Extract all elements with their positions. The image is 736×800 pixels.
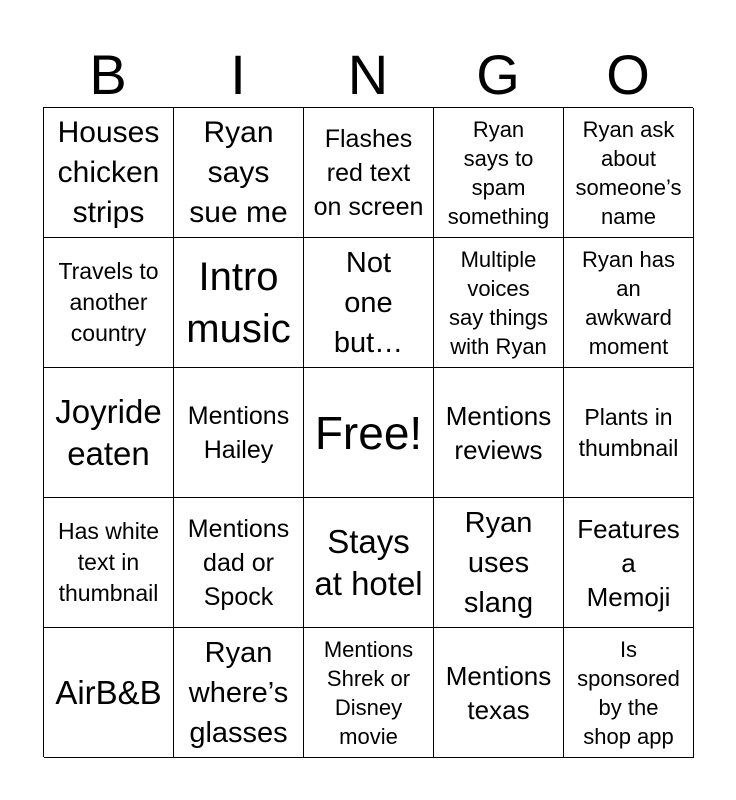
cell-text: Not one but… xyxy=(333,246,404,359)
bingo-cell[interactable] xyxy=(564,238,694,368)
header-letter-b: B xyxy=(89,43,127,106)
bingo-cell[interactable] xyxy=(44,498,174,628)
cell-text: Mentions Shrek or Disney movie xyxy=(323,636,414,749)
bingo-cell[interactable] xyxy=(304,238,434,368)
bingo-cell[interactable] xyxy=(434,368,564,498)
cell-text: Ryan has an awkward moment xyxy=(582,246,675,359)
bingo-cell[interactable] xyxy=(44,368,174,498)
cell-text: Stays at hotel xyxy=(314,522,423,602)
bingo-cell[interactable] xyxy=(304,498,434,628)
bingo-cell[interactable] xyxy=(564,628,694,758)
bingo-cell[interactable] xyxy=(434,628,564,758)
bingo-cell[interactable] xyxy=(44,238,174,368)
bingo-cell[interactable] xyxy=(174,368,304,498)
cell-text: Mentions dad or Spock xyxy=(187,514,290,611)
cell-text: Has white text in thumbnail xyxy=(58,518,159,606)
bingo-cell[interactable] xyxy=(44,108,174,238)
header-letter-n: N xyxy=(347,43,389,106)
cell-text: Ryan where’s glasses xyxy=(188,636,289,749)
cell-text: Intro music xyxy=(186,254,291,351)
bingo-cell[interactable] xyxy=(304,628,434,758)
cell-text: Multiple voices say things with Ryan xyxy=(448,246,549,359)
bingo-cell-free[interactable] xyxy=(304,368,434,498)
cell-text: Mentions reviews xyxy=(445,400,552,465)
cell-text: Travels to another country xyxy=(58,258,159,346)
bingo-cell[interactable] xyxy=(564,498,694,628)
cell-text: Plants in thumbnail xyxy=(578,403,679,461)
cell-text: Features a Memoji xyxy=(577,513,680,612)
cell-text: Ryan says sue me xyxy=(189,115,288,229)
header-letter-g: G xyxy=(476,43,520,106)
bingo-cell[interactable] xyxy=(434,498,564,628)
bingo-cell[interactable] xyxy=(174,628,304,758)
bingo-cell[interactable] xyxy=(304,108,434,238)
bingo-cell[interactable] xyxy=(174,498,304,628)
cell-text: Ryan says to spam something xyxy=(447,116,550,229)
bingo-cell[interactable] xyxy=(434,238,564,368)
cell-text: Ryan uses slang xyxy=(463,506,534,619)
cell-text: Ryan ask about someone’s name xyxy=(575,116,682,229)
header-letter-o: O xyxy=(606,43,650,106)
cell-text: Joyride eaten xyxy=(55,392,162,472)
bingo-cell[interactable] xyxy=(564,108,694,238)
cell-text: Is sponsored by the shop app xyxy=(577,636,680,749)
cell-text: AirB&B xyxy=(55,673,162,711)
bingo-header xyxy=(43,42,693,108)
bingo-cell[interactable] xyxy=(564,368,694,498)
bingo-cell[interactable] xyxy=(434,108,564,238)
cell-text: Houses chicken strips xyxy=(57,115,160,229)
cell-text: Mentions texas xyxy=(445,660,552,725)
cell-text: Free! xyxy=(314,406,423,459)
bingo-grid xyxy=(43,107,693,757)
bingo-cell[interactable] xyxy=(44,628,174,758)
cell-text: Flashes red text on screen xyxy=(313,124,424,221)
bingo-cell[interactable] xyxy=(174,108,304,238)
bingo-cell[interactable] xyxy=(174,238,304,368)
cell-text: Mentions Hailey xyxy=(187,401,290,464)
header-letter-i: I xyxy=(230,43,246,106)
